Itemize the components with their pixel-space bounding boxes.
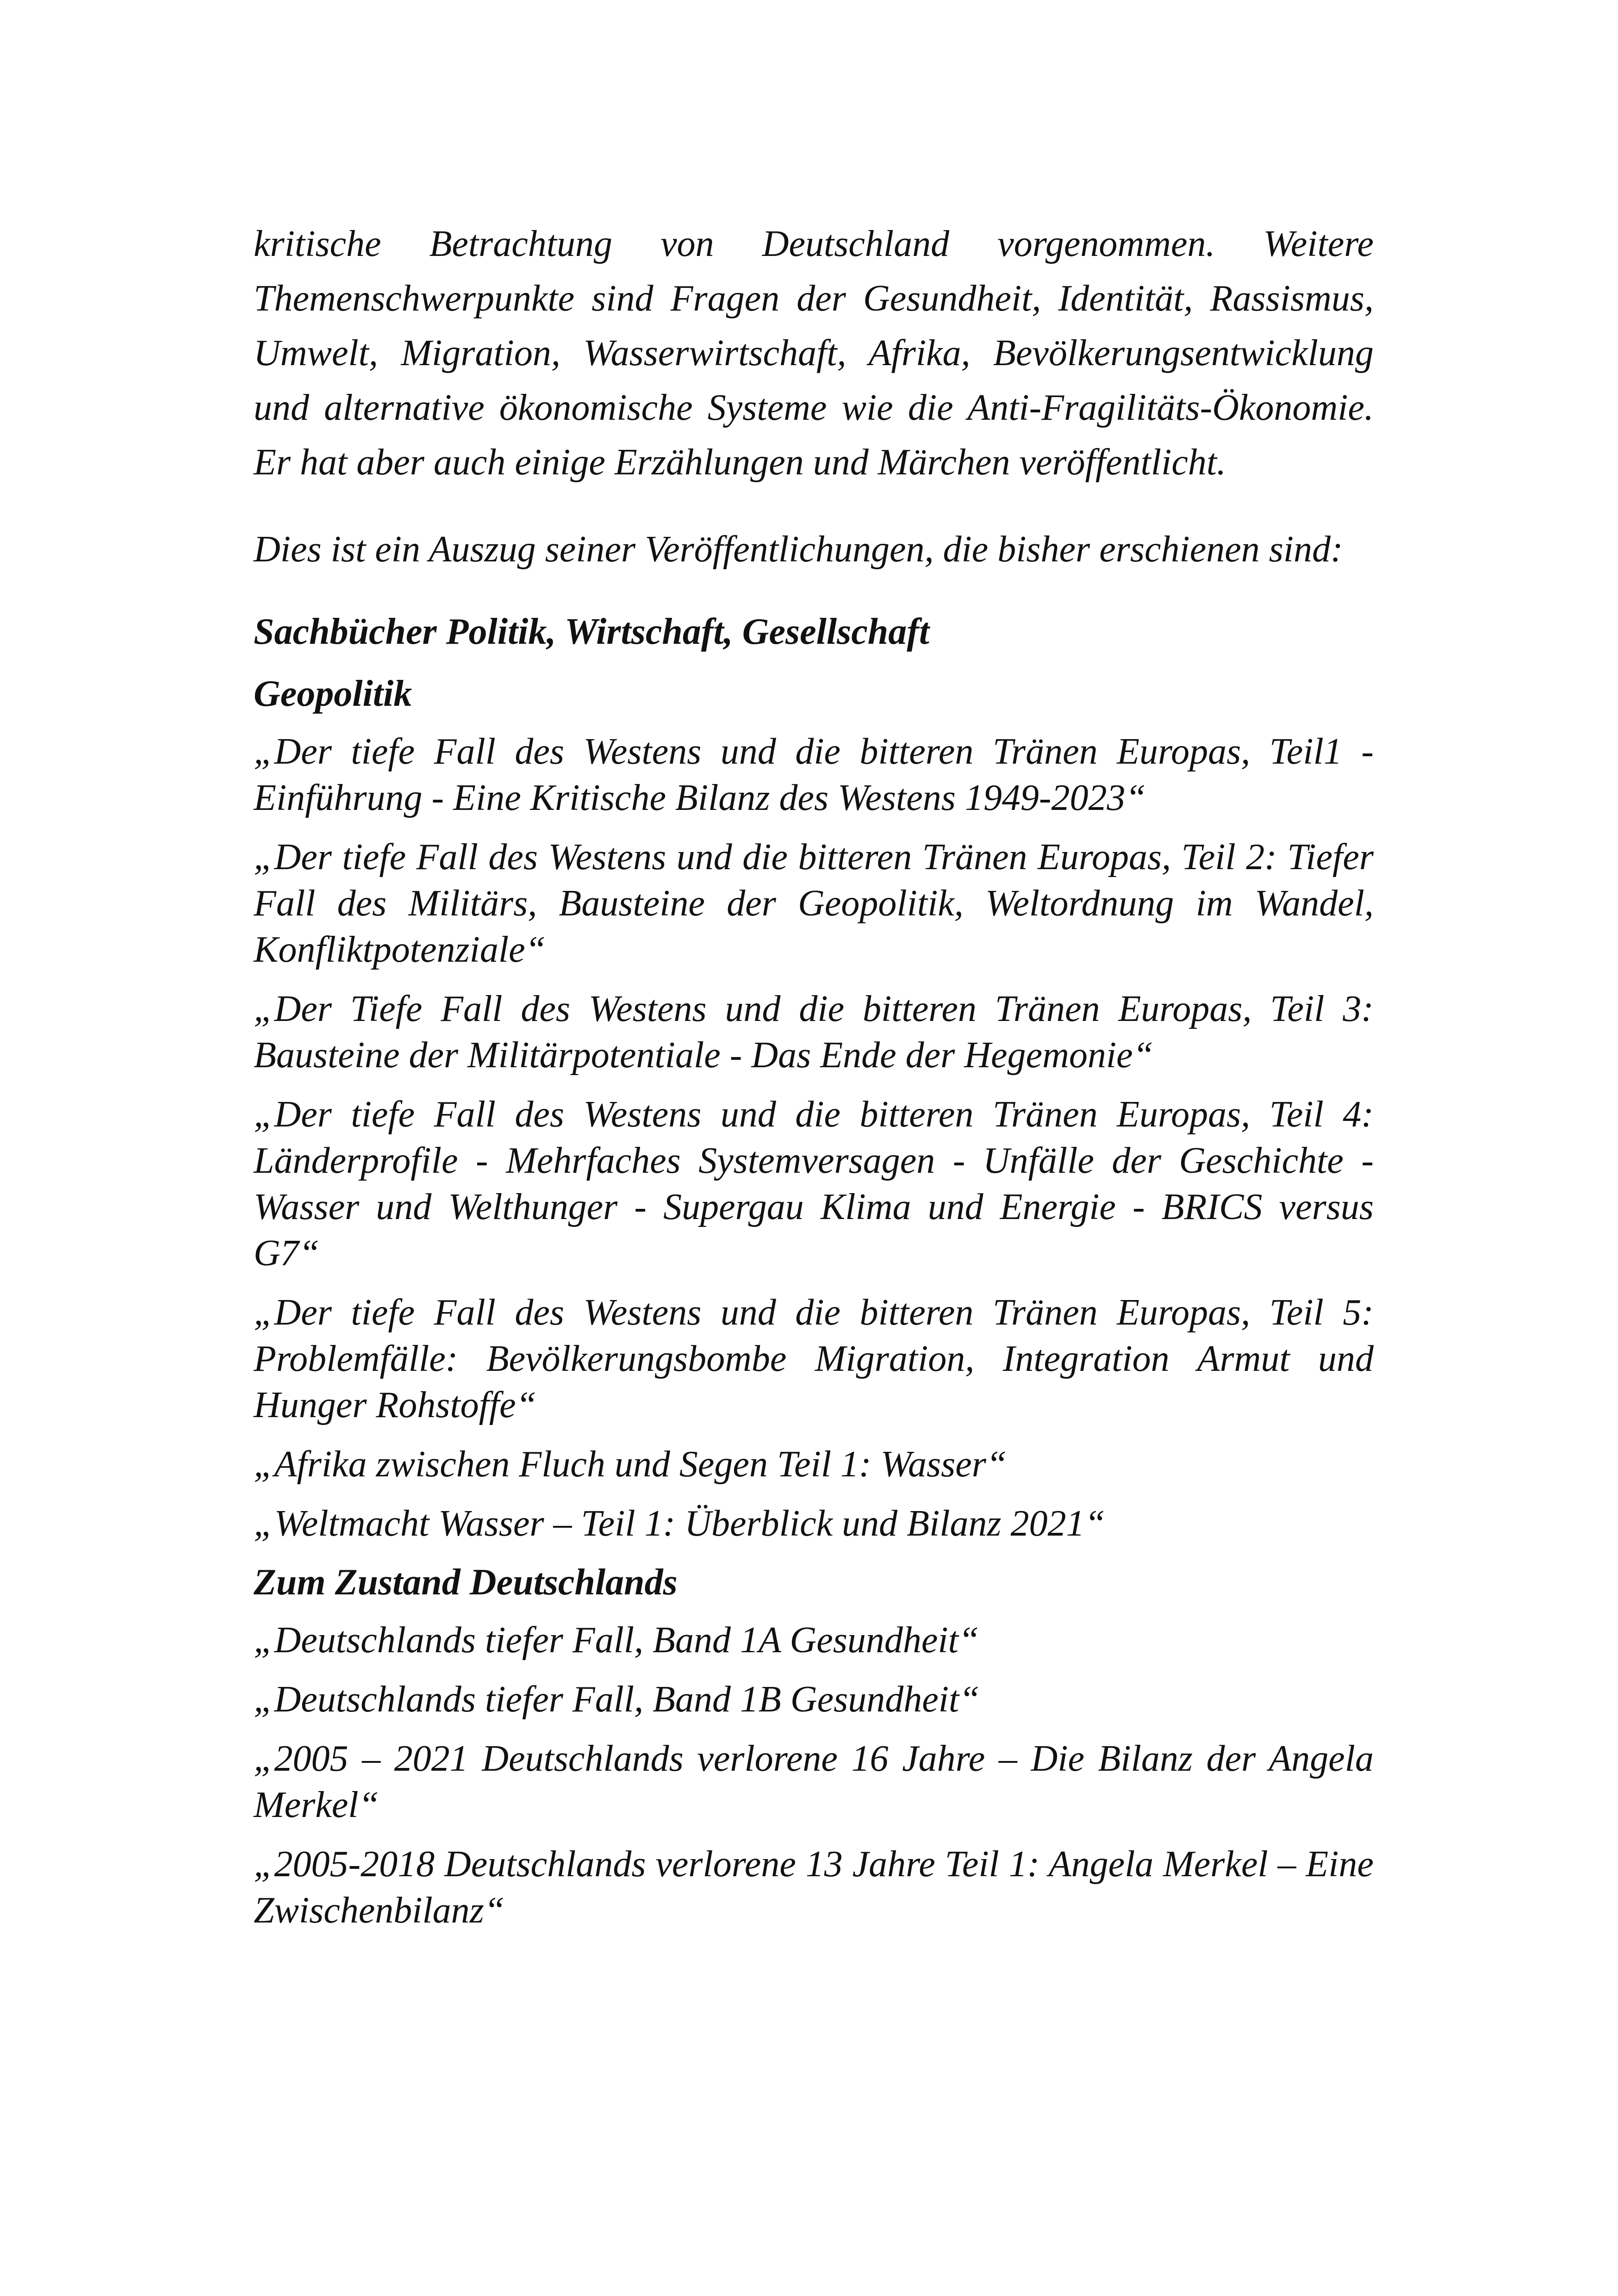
book-title: „Deutschlands tiefer Fall, Band 1A Gesundheit“ <box>254 1620 979 1661</box>
book-title: „Deutschlands tiefer Fall, Band 1B Gesundheit“ <box>254 1679 980 1720</box>
publications-intro-paragraph: Dies ist ein Auszug seiner Veröffentlichungen, die bisher erschienen sind: <box>254 529 1343 570</box>
document-page <box>254 217 1374 1942</box>
section-zustand-deutschlands <box>254 1555 1374 1934</box>
book-title: „Der tiefe Fall des Westens und die bitteren Tränen Europas, Teil 4: Länderprofile - Mehrfaches Systemversagen - Unfälle der Geschichte - Wasser und Welthunger - Supergau Klima und Energie - BRICS versus G7“ <box>254 1094 1374 1274</box>
book-list <box>254 728 1374 1547</box>
book-title: „2005 – 2021 Deutschlands verlorene 16 Jahre – Die Bilanz der Angela Merkel“ <box>254 1738 1374 1825</box>
book-title: „Der tiefe Fall des Westens und die bitteren Tränen Europas, Teil 5: Problemfälle: Bevölkerungsbombe Migration, Integration Armut und Hunger Rohstoffe“ <box>254 1292 1374 1425</box>
book-title: „Weltmacht Wasser – Teil 1: Überblick und Bilanz 2021“ <box>254 1503 1106 1544</box>
book-title: „2005-2018 Deutschlands verlorene 13 Jahre Teil 1: Angela Merkel – Eine Zwischenbilanz“ <box>254 1844 1374 1931</box>
section-heading: Geopolitik <box>254 673 412 714</box>
book-list <box>254 1617 1374 1934</box>
section-geopolitik <box>254 666 1374 1547</box>
category-heading: Sachbücher Politik, Wirtschaft, Gesellschaft <box>254 611 930 652</box>
section-heading: Zum Zustand Deutschlands <box>254 1562 678 1603</box>
book-title: „Afrika zwischen Fluch und Segen Teil 1: Wasser“ <box>254 1444 1007 1485</box>
book-title: „Der tiefe Fall des Westens und die bitteren Tränen Europas, Teil1 - Einführung - Eine Kritische Bilanz des Westens 1949-2023“ <box>254 731 1374 818</box>
intro-paragraph: kritische Betrachtung von Deutschland vorgenommen. Weitere Themenschwerpunkte sind Fragen der Gesundheit, Identität, Rassismus, Umwelt, Migration, Wasserwirtschaft, Afrika, Bevölkerungsentwicklung und alternative ökonomische Systeme wie die Anti-Fragilitäts-Ökonomie. Er hat aber auch einige Erzählungen und Märchen veröffentlicht. <box>254 224 1374 483</box>
book-title: „Der tiefe Fall des Westens und die bitteren Tränen Europas, Teil 2: Tiefer Fall des Militärs, Bausteine der Geopolitik, Weltordnung im Wandel, Konfliktpotenziale“ <box>254 837 1374 970</box>
book-title: „Der Tiefe Fall des Westens und die bitteren Tränen Europas, Teil 3: Bausteine der Militärpotentiale - Das Ende der Hegemonie“ <box>254 989 1374 1076</box>
